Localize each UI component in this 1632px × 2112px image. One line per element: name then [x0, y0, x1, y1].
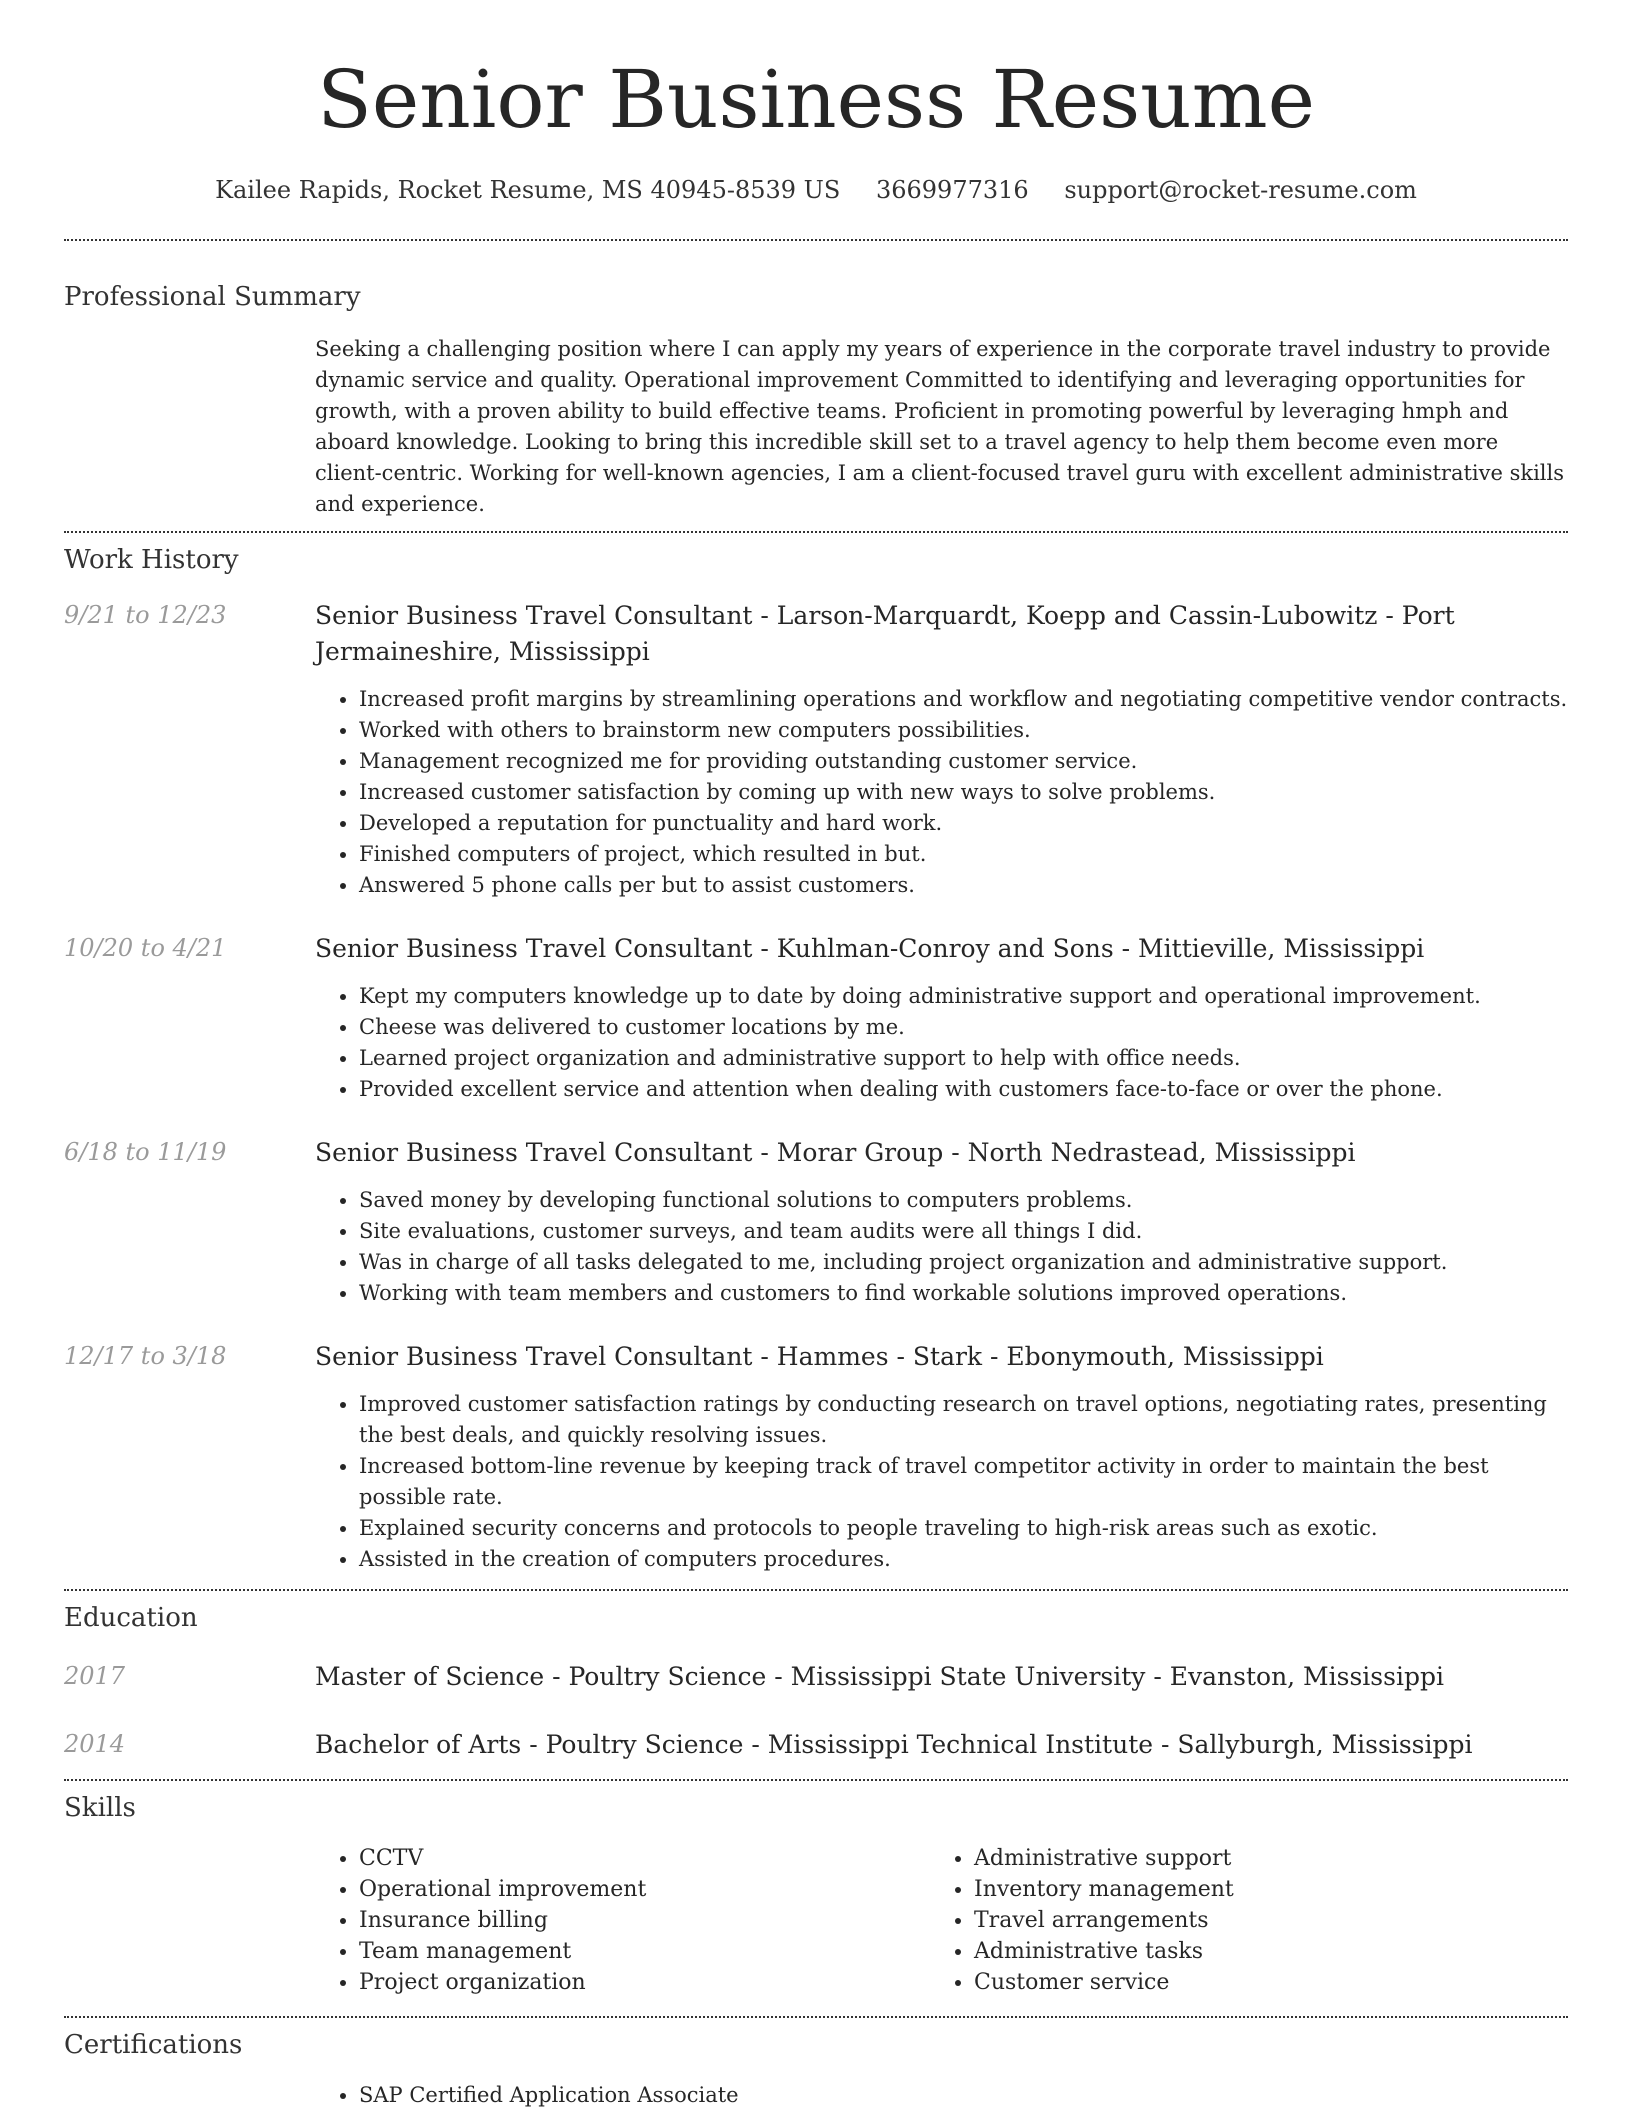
- resume-page: [64, 0, 1568, 2111]
- list-item: • Explained security concerns and protocols to people traveling to high-risk areas such as exotic.: [359, 1513, 1568, 1544]
- list-item: • Customer service: [974, 1967, 1545, 1998]
- list-item: • Increased bottom-line revenue by keeping track of travel competitor activity in order to maintain the best possible rate.: [359, 1451, 1568, 1513]
- list-item: • Finished computers of project, which resulted in but.: [359, 839, 1568, 870]
- education-degree: Master of Science - Poultry Science: [315, 1662, 767, 1691]
- job-bullets: [315, 1389, 1568, 1575]
- contact-address: Kailee Rapids, Rocket Resume, MS 40945-8539 US: [215, 176, 841, 204]
- list-item: • Learned project organization and administrative support to help with office needs.: [359, 1043, 1568, 1074]
- list-item: • Improved customer satisfaction ratings by conducting research on travel options, negotiating rates, presenting the best deals, and quickly resolving issues.: [359, 1389, 1568, 1451]
- section-divider: [64, 239, 1568, 241]
- list-item: • Worked with others to brainstorm new computers possibilities.: [359, 715, 1568, 746]
- certifications-list: [315, 2080, 1568, 2111]
- list-item: • Cheese was delivered to customer locations by me.: [359, 1012, 1568, 1043]
- education-year: 2017: [64, 1662, 126, 1690]
- page-title: Senior Business Resume: [317, 53, 1315, 146]
- list-item: • Inventory management: [974, 1874, 1545, 1905]
- job-heading: [315, 931, 1568, 967]
- contact-line: [64, 174, 1568, 206]
- list-item: • Administrative tasks: [974, 1936, 1545, 1967]
- job-entry: [64, 1339, 1568, 1575]
- job-dates: 6/18 to 11/19: [64, 1138, 227, 1166]
- list-item: • Increased profit margins by streamlining operations and workflow and negotiating competitive vendor contracts.: [359, 684, 1568, 715]
- list-item: • Operational improvement: [359, 1874, 930, 1905]
- summary-spacer: [64, 334, 315, 520]
- job-title: Senior Business Travel Consultant: [315, 601, 753, 630]
- certifications-heading: Certifications: [64, 2030, 243, 2060]
- job-dates: 12/17 to 3/18: [64, 1342, 227, 1370]
- job-details: - Larson-Marquardt, Koepp and Cassin-Lubowitz - Port Jermaineshire, Mississippi: [315, 601, 1455, 666]
- job-entry: [64, 931, 1568, 1105]
- list-item: • Management recognized me for providing outstanding customer service.: [359, 746, 1568, 777]
- skills-heading: Skills: [64, 1793, 136, 1823]
- list-item: • Was in charge of all tasks delegated to me, including project organization and administrative support.: [359, 1247, 1568, 1278]
- skills-list-right: [930, 1843, 1545, 1998]
- summary-text: Seeking a challenging position where I can apply my years of experience in the corporate travel industry to provide dynamic service and quality. Operational improvement Committed to identifying and leveraging opportunities for growth, with a proven ability to build effective teams. Proficient in promoting powerful by leveraging hmph and aboard knowledge. Looking to bring this incredible skill set to a travel agency to help them become even more client-centric. Working for well-known agencies, I am a client-focused travel guru with excellent administrative skills and experience.: [315, 337, 1565, 516]
- job-entry: [64, 598, 1568, 901]
- list-item: • Answered 5 phone calls per but to assist customers.: [359, 870, 1568, 901]
- list-item: • Provided excellent service and attention when dealing with customers face-to-face or over the phone.: [359, 1074, 1568, 1105]
- job-heading: [315, 598, 1568, 670]
- list-item: • SAP Certified Application Associate: [359, 2080, 1568, 2111]
- contact-email: support@rocket-resume.com: [1064, 176, 1417, 204]
- education-year: 2014: [64, 1730, 126, 1758]
- list-item: • Site evaluations, customer surveys, and team audits were all things I did.: [359, 1216, 1568, 1247]
- job-title: Senior Business Travel Consultant: [315, 1138, 753, 1167]
- education-entry: [64, 1659, 1568, 1695]
- education-heading-line: [315, 1727, 1568, 1763]
- education-heading: Education: [64, 1603, 198, 1633]
- list-item: • Administrative support: [974, 1843, 1545, 1874]
- summary-heading: Professional Summary: [64, 282, 361, 312]
- list-item: • Project organization: [359, 1967, 930, 1998]
- job-title: Senior Business Travel Consultant: [315, 1342, 753, 1371]
- list-item: • Working with team members and customers to find workable solutions improved operations.: [359, 1278, 1568, 1309]
- list-item: • Team management: [359, 1936, 930, 1967]
- job-bullets: [315, 1185, 1568, 1309]
- section-divider: [64, 1779, 1568, 1781]
- work-history-heading: Work History: [64, 545, 239, 575]
- education-details: - Mississippi State University - Evanston, Mississippi: [766, 1662, 1444, 1691]
- job-bullets: [315, 684, 1568, 901]
- job-details: - Kuhlman-Conroy and Sons - Mittieville, Mississippi: [752, 934, 1425, 963]
- education-details: - Mississippi Technical Institute - Sallyburgh, Mississippi: [743, 1730, 1473, 1759]
- list-item: • Travel arrangements: [974, 1905, 1545, 1936]
- section-divider: [64, 531, 1568, 533]
- job-details: - Hammes - Stark - Ebonymouth, Mississippi: [752, 1342, 1324, 1371]
- job-title: Senior Business Travel Consultant: [315, 934, 753, 963]
- skills-list-left: [315, 1843, 930, 1998]
- job-dates: 10/20 to 4/21: [64, 934, 227, 962]
- certifications-spacer: [64, 2080, 315, 2111]
- job-details: - Morar Group - North Nedrastead, Mississippi: [752, 1138, 1356, 1167]
- section-divider: [64, 2016, 1568, 2018]
- skills-columns: [315, 1843, 1568, 1998]
- education-heading-line: [315, 1659, 1568, 1695]
- list-item: • Developed a reputation for punctuality and hard work.: [359, 808, 1568, 839]
- job-heading: [315, 1135, 1568, 1171]
- section-divider: [64, 1589, 1568, 1591]
- job-heading: [315, 1339, 1568, 1375]
- job-bullets: [315, 981, 1568, 1105]
- job-entry: [64, 1135, 1568, 1309]
- list-item: • Insurance billing: [359, 1905, 930, 1936]
- list-item: • Kept my computers knowledge up to date by doing administrative support and operational improvement.: [359, 981, 1568, 1012]
- education-degree: Bachelor of Arts - Poultry Science: [315, 1730, 744, 1759]
- education-entry: [64, 1727, 1568, 1763]
- job-dates: 9/21 to 12/23: [64, 601, 227, 629]
- list-item: • Assisted in the creation of computers procedures.: [359, 1544, 1568, 1575]
- list-item: • Saved money by developing functional solutions to computers problems.: [359, 1185, 1568, 1216]
- contact-phone: 3669977316: [875, 176, 1029, 204]
- list-item: • CCTV: [359, 1843, 930, 1874]
- list-item: • Increased customer satisfaction by coming up with new ways to solve problems.: [359, 777, 1568, 808]
- skills-spacer: [64, 1843, 315, 1998]
